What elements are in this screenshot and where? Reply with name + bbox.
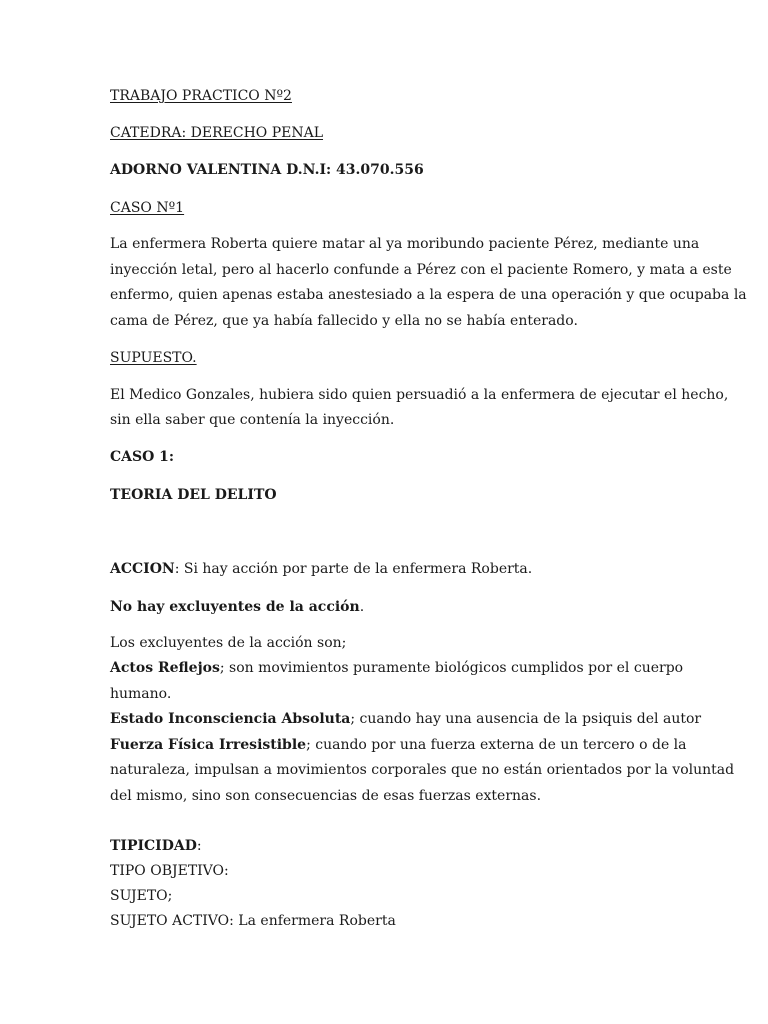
actos-reflejos-line	[110, 658, 683, 678]
estado-inconsciencia-label: Estado Inconsciencia Absoluta	[110, 711, 351, 727]
caso-heading: CASO Nº1	[110, 200, 185, 216]
teoria-heading: TEORIA DEL DELITO	[110, 487, 277, 503]
catedra-line: CATEDRA: DERECHO PENAL	[110, 125, 324, 141]
author-line: ADORNO VALENTINA D.N.I: 43.070.556	[110, 162, 424, 178]
tipicidad-line	[110, 836, 202, 856]
fuerza-fisica-line	[110, 735, 687, 755]
supuesto-line: El Medico Gonzales, hubiera sido quien persuadió a la enfermera de ejecutar el hecho,	[110, 387, 729, 403]
excluyentes-intro: Los excluyentes de la acción son;	[110, 635, 347, 651]
sujeto-activo-line: SUJETO ACTIVO: La enfermera Roberta	[110, 913, 396, 929]
no-excluyentes-label: No hay excluyentes de la acción	[110, 599, 360, 615]
tipo-objetivo-line: TIPO OBJETIVO:	[110, 863, 229, 879]
tipicidad-suffix: :	[196, 838, 202, 854]
no-excluyentes-suffix: .	[359, 599, 365, 615]
accion-line	[110, 559, 532, 579]
actos-reflejos-text: ; son movimientos puramente biológicos cumplidos por el cuerpo	[219, 660, 684, 676]
fuerza-fisica-label: Fuerza Física Irresistible	[110, 737, 307, 753]
accion-label: ACCION	[110, 561, 175, 577]
tipicidad-label: TIPICIDAD	[110, 838, 197, 854]
no-excluyentes-line	[110, 597, 364, 617]
caso1-heading: CASO 1:	[110, 449, 175, 465]
caso-line: La enfermera Roberta quiere matar al ya moribundo paciente Pérez, mediante una	[110, 236, 700, 252]
fuerza-fisica-cont: naturaleza, impulsan a movimientos corporales que no están orientados por la voluntad	[110, 762, 735, 778]
caso-line: enfermo, quien apenas estaba anestesiado a la espera de una operación y que ocupaba la	[110, 287, 747, 303]
actos-reflejos-label: Actos Reflejos	[110, 660, 220, 676]
estado-inconsciencia-line	[110, 709, 701, 729]
doc-title: TRABAJO PRACTICO Nº2	[110, 88, 292, 104]
caso-line: cama de Pérez, que ya había fallecido y ella no se había enterado.	[110, 313, 578, 329]
fuerza-fisica-cont: del mismo, sino son consecuencias de esas fuerzas externas.	[110, 788, 542, 804]
sujeto-line: SUJETO;	[110, 888, 173, 904]
supuesto-line: sin ella saber que contenía la inyección.	[110, 412, 395, 428]
actos-reflejos-cont: humano.	[110, 686, 172, 702]
estado-inconsciencia-text: ; cuando hay una ausencia de la psiquis del autor	[350, 711, 702, 727]
caso-line: inyección letal, pero al hacerlo confunde a Pérez con el paciente Romero, y mata a este	[110, 262, 732, 278]
supuesto-heading: SUPUESTO.	[110, 350, 197, 366]
accion-text: : Si hay acción por parte de la enfermera Roberta.	[174, 561, 533, 577]
fuerza-fisica-text: ; cuando por una fuerza externa de un tercero o de la	[306, 737, 687, 753]
